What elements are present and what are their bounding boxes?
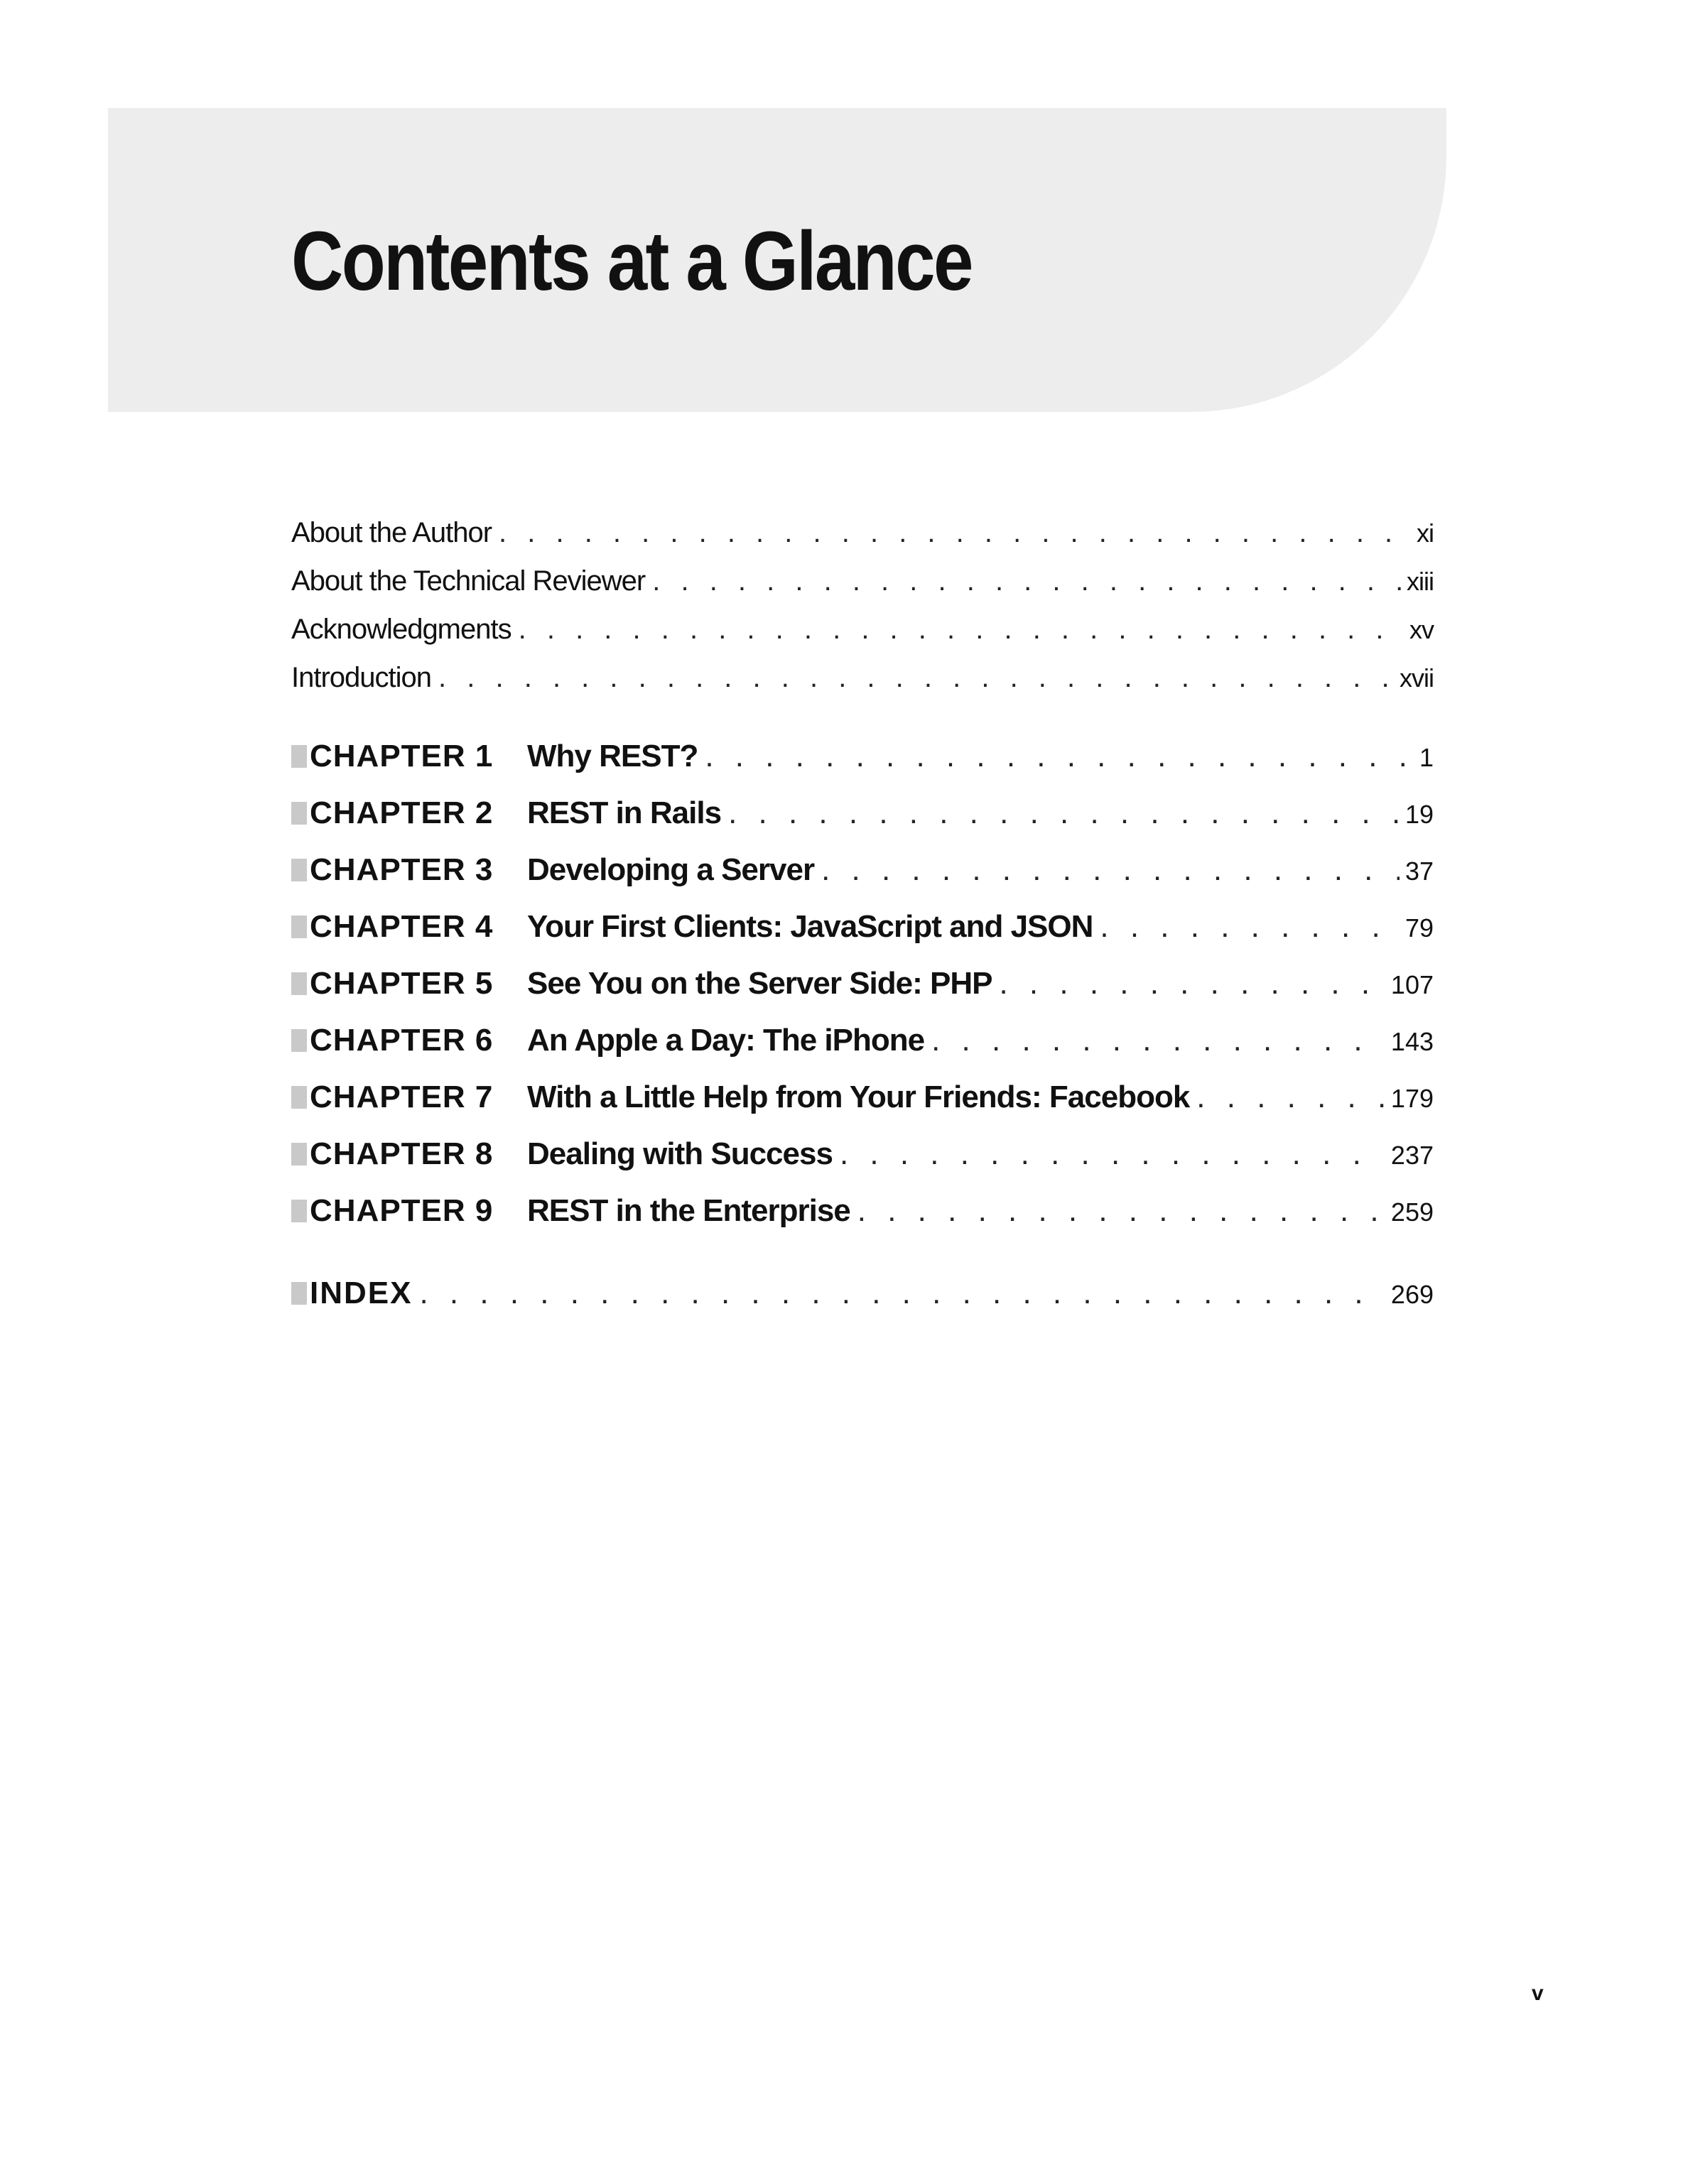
page-number: xiii — [1407, 567, 1434, 596]
page-number: 107 — [1390, 970, 1434, 999]
chapter-marker-icon — [291, 1029, 307, 1052]
chapter-marker-icon — [291, 1200, 307, 1222]
toc-entry-introduction[interactable] — [291, 662, 1434, 694]
toc-entry-about-author[interactable] — [291, 517, 1434, 549]
page-number: 259 — [1390, 1197, 1434, 1227]
chapter-marker-icon — [291, 1143, 307, 1166]
entry-title: About the Author — [291, 517, 492, 548]
chapter-label: CHAPTER 2 — [310, 795, 494, 830]
dot-leader — [1196, 1080, 1385, 1115]
dot-leader — [705, 739, 1414, 774]
chapter-title: See You on the Server Side: PHP — [527, 966, 992, 1001]
dot-leader — [438, 662, 1394, 694]
chapter-label: CHAPTER 4 — [310, 909, 494, 944]
toc-entry-chapter-5[interactable] — [291, 966, 1434, 1001]
page-folio: v — [1532, 1982, 1544, 2005]
chapter-title: With a Little Help from Your Friends: Facebook — [527, 1080, 1190, 1114]
dot-leader — [840, 1136, 1385, 1172]
page-number: xv — [1409, 615, 1434, 644]
dot-leader — [1100, 909, 1400, 945]
dot-leader — [519, 614, 1404, 646]
chapter-label: CHAPTER 3 — [310, 852, 494, 887]
dot-leader — [931, 1023, 1385, 1058]
page-number: 79 — [1404, 913, 1434, 942]
page-number: 19 — [1404, 800, 1434, 829]
toc-entry-chapter-8[interactable] — [291, 1136, 1434, 1172]
toc-entry-index[interactable] — [291, 1276, 1434, 1311]
dot-leader — [857, 1193, 1385, 1229]
page-number: 143 — [1390, 1027, 1434, 1056]
chapter-marker-icon — [291, 1282, 307, 1305]
index-label: INDEX — [310, 1276, 413, 1310]
chapter-label: CHAPTER 6 — [310, 1023, 494, 1058]
dot-leader — [652, 565, 1401, 597]
page-title: Contents at a Glance — [291, 214, 972, 308]
dot-leader — [728, 795, 1400, 831]
toc-entry-chapter-4[interactable] — [291, 909, 1434, 945]
dot-leader — [821, 852, 1400, 888]
chapter-title: Dealing with Success — [527, 1136, 833, 1171]
toc-entry-chapter-7[interactable] — [291, 1080, 1434, 1115]
chapter-title: REST in Rails — [527, 795, 722, 830]
chapter-marker-icon — [291, 916, 307, 938]
chapter-label: CHAPTER 9 — [310, 1193, 494, 1228]
toc-entry-technical-reviewer[interactable] — [291, 565, 1434, 597]
chapter-title: Your First Clients: JavaScript and JSON — [527, 909, 1093, 944]
chapter-marker-icon — [291, 1086, 307, 1109]
chapter-label: CHAPTER 8 — [310, 1136, 494, 1171]
dot-leader — [499, 517, 1411, 549]
chapter-label: CHAPTER 7 — [310, 1080, 494, 1114]
toc-entry-chapter-9[interactable] — [291, 1193, 1434, 1229]
page-number: xvii — [1400, 663, 1434, 692]
dot-leader — [999, 966, 1385, 1001]
page-number: 1 — [1419, 743, 1434, 772]
chapter-label: CHAPTER 5 — [310, 966, 494, 1001]
page-number: 269 — [1390, 1280, 1434, 1309]
toc-entry-acknowledgments[interactable] — [291, 614, 1434, 646]
toc-entry-chapter-6[interactable] — [291, 1023, 1434, 1058]
chapter-label: CHAPTER 1 — [310, 739, 494, 773]
chapter-marker-icon — [291, 802, 307, 825]
chapter-marker-icon — [291, 859, 307, 881]
page-number: 179 — [1390, 1084, 1434, 1113]
page-number: 237 — [1390, 1141, 1434, 1170]
chapter-title: Developing a Server — [527, 852, 815, 887]
entry-title: Acknowledgments — [291, 614, 512, 645]
chapter-title: Why REST? — [527, 739, 698, 773]
entry-title: About the Technical Reviewer — [291, 565, 646, 597]
toc-entry-chapter-3[interactable] — [291, 852, 1434, 888]
toc-entry-chapter-2[interactable] — [291, 795, 1434, 831]
chapter-marker-icon — [291, 972, 307, 995]
page-number: 37 — [1404, 857, 1434, 886]
page-number: xi — [1417, 518, 1434, 548]
chapter-marker-icon — [291, 745, 307, 768]
toc-entry-chapter-1[interactable] — [291, 739, 1434, 774]
chapter-title: REST in the Enterprise — [527, 1193, 850, 1228]
dot-leader — [419, 1276, 1385, 1311]
chapter-title: An Apple a Day: The iPhone — [527, 1023, 925, 1058]
entry-title: Introduction — [291, 662, 432, 693]
